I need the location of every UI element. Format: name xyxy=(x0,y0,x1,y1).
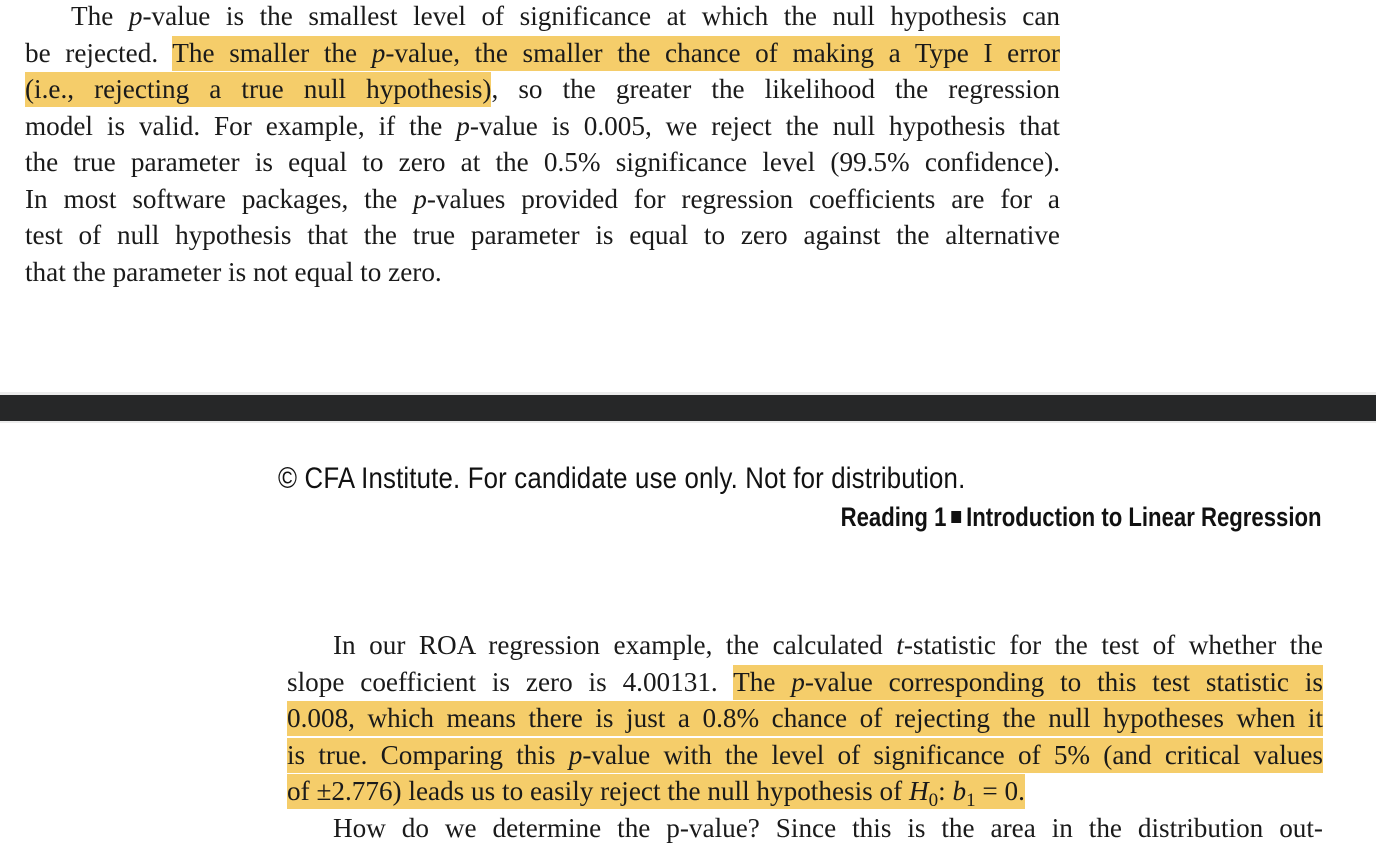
square-bullet-icon xyxy=(952,511,962,523)
copyright-notice: © CFA Institute. For candidate use only. Not for distribution. xyxy=(278,461,965,497)
document-page-top xyxy=(0,0,1376,392)
text-line: The p-value is the smallest level of significance at which the null hypothesis can xyxy=(25,0,1060,35)
text-line xyxy=(287,773,1323,810)
text-line: (i.e., rejecting a true null hypothesis), so the greater the likelihood the regression xyxy=(25,71,1060,108)
text-line: In most software packages, the p-values provided for regression coefficients are for a xyxy=(25,181,1060,218)
text-line xyxy=(287,700,1323,737)
text-line: slope coefficient is zero is 4.00131. The p-value corresponding to this test statistic is xyxy=(287,664,1323,701)
text-line: model is valid. For example, if the p-value is 0.005, we reject the null hypothesis that xyxy=(25,108,1060,145)
document-page-bottom xyxy=(0,423,1376,822)
text-line xyxy=(287,737,1323,774)
running-header xyxy=(841,500,1322,534)
highlight-span[interactable]: The p-value corresponding to this test statistic is xyxy=(733,667,1323,697)
highlight-span[interactable]: is true. Comparing this p-value with the level of significance of 5% (and critical values xyxy=(287,740,1323,770)
text-line: that the parameter is not equal to zero. xyxy=(25,254,1060,291)
text-line: be rejected. The smaller the p-value, the smaller the chance of making a Type I error xyxy=(25,35,1060,72)
highlight-span[interactable]: The smaller the p-value, the smaller the chance of making a Type I error xyxy=(172,38,1060,68)
page-separator xyxy=(0,392,1376,423)
paragraph-roa-example xyxy=(287,627,1323,846)
reading-title: Introduction to Linear Regression xyxy=(967,502,1322,532)
page-separator-band xyxy=(0,395,1376,421)
highlight-span[interactable]: of ±2.776) leads us to easily reject the null hypothesis of $H_0$: $b_1 = 0$. xyxy=(287,776,1025,806)
highlight-span[interactable]: 0.008, which means there is just a 0.8% chance of rejecting the null hypotheses when it xyxy=(287,703,1323,733)
paragraph-p-value-definition xyxy=(25,0,1060,290)
text-line: In our ROA regression example, the calculated t-statistic for the test of whether the xyxy=(287,627,1323,664)
text-line: the true parameter is equal to zero at the 0.5% significance level (99.5% confidence). xyxy=(25,144,1060,181)
reading-number: Reading 1 xyxy=(841,502,947,532)
highlight-span[interactable]: (i.e., rejecting a true null hypothesis) xyxy=(25,74,491,104)
text-line: test of null hypothesis that the true parameter is equal to zero against the alternative xyxy=(25,217,1060,254)
text-line-partial: How do we determine the p-value? Since this is the area in the distribution out- xyxy=(287,810,1323,846)
